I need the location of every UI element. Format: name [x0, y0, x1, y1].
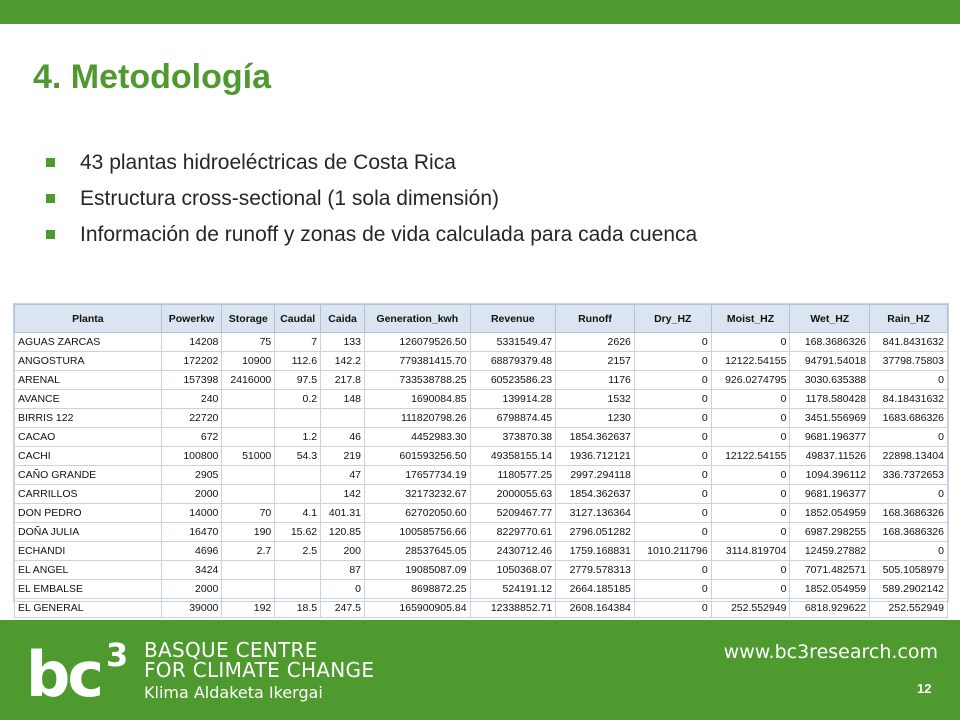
plant-name-cell: DOÑA JULIA	[15, 523, 162, 542]
table-cell: 0	[870, 542, 948, 561]
bullet-text: Estructura cross-sectional (1 sola dimensión)	[80, 187, 499, 210]
table-cell: 4452983.30	[365, 428, 471, 447]
table-cell: 16470	[161, 523, 222, 542]
table-body	[15, 333, 948, 618]
table-cell: 28537645.05	[365, 542, 471, 561]
table-cell: 0	[711, 485, 790, 504]
table-cell: 68879379.48	[470, 352, 556, 371]
table-cell: 0	[634, 485, 711, 504]
table-row	[15, 542, 948, 561]
table-cell: 49358155.14	[470, 447, 556, 466]
table-cell: 32173232.67	[365, 485, 471, 504]
table-cell: 7071.482571	[790, 561, 870, 580]
plant-name-cell: EL GENERAL	[15, 599, 162, 618]
table-cell: 12338852.71	[470, 599, 556, 618]
column-header: Powerkw	[161, 305, 222, 333]
table-cell: 94791.54018	[790, 352, 870, 371]
table-cell: 336.7372653	[870, 466, 948, 485]
table-cell: 1936.712121	[556, 447, 635, 466]
table-cell: 1.2	[275, 428, 321, 447]
table-cell: 0	[634, 333, 711, 352]
table-cell: 733538788.25	[365, 371, 471, 390]
table-cell: 15.62	[275, 523, 321, 542]
table-cell: 2608.164384	[556, 599, 635, 618]
table-cell: 84.18431632	[870, 390, 948, 409]
table-cell: 172202	[161, 352, 222, 371]
table-cell: 87	[321, 561, 365, 580]
bullet-item	[44, 220, 697, 256]
table-cell: 133	[321, 333, 365, 352]
table-cell	[275, 466, 321, 485]
table-cell: 168.3686326	[870, 523, 948, 542]
table-cell: 1852.054959	[790, 504, 870, 523]
table-cell: 0	[711, 580, 790, 599]
table-cell	[275, 580, 321, 599]
table-cell: 9681.196377	[790, 485, 870, 504]
table-cell: 219	[321, 447, 365, 466]
table-cell: 5209467.77	[470, 504, 556, 523]
table-cell: 4696	[161, 542, 222, 561]
table-cell: 17657734.19	[365, 466, 471, 485]
org-line-2: FOR CLIMATE CHANGE	[144, 658, 375, 682]
table-cell: 926.0274795	[711, 371, 790, 390]
table-cell: 0	[634, 409, 711, 428]
table-cell: 100585756.66	[365, 523, 471, 542]
table-cell: 0	[634, 466, 711, 485]
table-cell: 60523586.23	[470, 371, 556, 390]
table-cell: 2664.185185	[556, 580, 635, 599]
table-cell: 0	[634, 447, 711, 466]
table-cell: 601593256.50	[365, 447, 471, 466]
table-cell: 148	[321, 390, 365, 409]
table-cell: 3451.556969	[790, 409, 870, 428]
plant-name-cell: AVANCE	[15, 390, 162, 409]
table-cell: 192	[222, 599, 275, 618]
table-cell: 157398	[161, 371, 222, 390]
table-cell: 401.31	[321, 504, 365, 523]
plant-name-cell: CAÑO GRANDE	[15, 466, 162, 485]
table-cell: 120.85	[321, 523, 365, 542]
table-cell: 2626	[556, 333, 635, 352]
table-cell: 19085087.09	[365, 561, 471, 580]
table-cell: 0	[634, 561, 711, 580]
table-cell: 1854.362637	[556, 485, 635, 504]
table-cell	[222, 466, 275, 485]
table-cell: 97.5	[275, 371, 321, 390]
table-cell: 1010.211796	[634, 542, 711, 561]
column-header: Generation_kwh	[365, 305, 471, 333]
table-row	[15, 390, 948, 409]
website-url[interactable]: www.bc3research.com	[723, 641, 938, 663]
table-cell	[321, 409, 365, 428]
table-cell: 1532	[556, 390, 635, 409]
table-cell: 2997.294118	[556, 466, 635, 485]
organization-name	[144, 640, 374, 704]
logo-superscript: 3	[106, 636, 129, 674]
column-header: Wet_HZ	[790, 305, 870, 333]
table-cell: 70	[222, 504, 275, 523]
table-cell: 2430712.46	[470, 542, 556, 561]
bc3-logo	[26, 636, 136, 711]
table-cell: 247.5	[321, 599, 365, 618]
table-cell: 0	[711, 390, 790, 409]
table-cell: 0	[634, 504, 711, 523]
bullet-text: Información de runoff y zonas de vida calculada para cada cuenca	[80, 223, 698, 246]
table-cell: 190	[222, 523, 275, 542]
table-cell: 12459.27882	[790, 542, 870, 561]
table-cell: 0	[711, 409, 790, 428]
table-row	[15, 333, 948, 352]
column-header: Revenue	[470, 305, 556, 333]
table-cell: 142	[321, 485, 365, 504]
table-cell: 2779.578313	[556, 561, 635, 580]
table-cell: 1180577.25	[470, 466, 556, 485]
column-header: Storage	[222, 305, 275, 333]
table-cell: 0	[711, 466, 790, 485]
table-row	[15, 447, 948, 466]
table-cell: 1230	[556, 409, 635, 428]
table-cell: 62702050.60	[365, 504, 471, 523]
table-cell: 1050368.07	[470, 561, 556, 580]
column-header: Runoff	[556, 305, 635, 333]
table-row	[15, 485, 948, 504]
table-cell: 0	[711, 428, 790, 447]
table-cell: 7	[275, 333, 321, 352]
table-cell: 240	[161, 390, 222, 409]
column-header: Rain_HZ	[870, 305, 948, 333]
square-bullet-icon	[46, 158, 55, 167]
bullet-item	[44, 148, 697, 184]
bullet-item	[44, 184, 697, 220]
table-cell: 373870.38	[470, 428, 556, 447]
table-cell: 1852.054959	[790, 580, 870, 599]
hydro-plants-table	[14, 304, 948, 618]
table-cell: 111820798.26	[365, 409, 471, 428]
column-header: Caudal	[275, 305, 321, 333]
table-cell: 139914.28	[470, 390, 556, 409]
table-cell: 22898.13404	[870, 447, 948, 466]
plant-name-cell: ANGOSTURA	[15, 352, 162, 371]
table-cell: 0	[634, 523, 711, 542]
data-table-container	[13, 303, 949, 614]
table-cell: 0	[634, 599, 711, 618]
table-cell: 18.5	[275, 599, 321, 618]
square-bullet-icon	[46, 230, 55, 239]
table-cell: 2.7	[222, 542, 275, 561]
table-cell: 168.3686326	[870, 504, 948, 523]
table-cell: 165900905.84	[365, 599, 471, 618]
table-cell: 3114.819704	[711, 542, 790, 561]
table-cell: 6818.929622	[790, 599, 870, 618]
table-cell: 9681.196377	[790, 428, 870, 447]
table-cell: 10900	[222, 352, 275, 371]
table-cell: 841.8431632	[870, 333, 948, 352]
table-cell	[275, 409, 321, 428]
table-cell: 0	[634, 390, 711, 409]
column-header: Moist_HZ	[711, 305, 790, 333]
column-header: Caida	[321, 305, 365, 333]
table-cell: 14208	[161, 333, 222, 352]
table-cell: 39000	[161, 599, 222, 618]
table-cell: 2796.051282	[556, 523, 635, 542]
table-header-row	[15, 305, 948, 333]
table-cell	[222, 580, 275, 599]
table-cell: 1094.396112	[790, 466, 870, 485]
table-cell: 2000	[161, 580, 222, 599]
table-cell: 2905	[161, 466, 222, 485]
table-cell: 589.2902142	[870, 580, 948, 599]
table-cell: 4.1	[275, 504, 321, 523]
table-cell: 126079526.50	[365, 333, 471, 352]
table-cell: 1759.168831	[556, 542, 635, 561]
table-cell: 0	[870, 485, 948, 504]
page-number: 12	[917, 681, 932, 696]
table-cell: 51000	[222, 447, 275, 466]
table-row	[15, 428, 948, 447]
table-cell	[275, 485, 321, 504]
plant-name-cell: CACHI	[15, 447, 162, 466]
table-row	[15, 466, 948, 485]
table-cell: 2416000	[222, 371, 275, 390]
table-row	[15, 504, 948, 523]
table-cell: 100800	[161, 447, 222, 466]
plant-name-cell: CARRILLOS	[15, 485, 162, 504]
table-cell: 505.1058979	[870, 561, 948, 580]
table-cell: 14000	[161, 504, 222, 523]
table-cell: 142.2	[321, 352, 365, 371]
table-cell: 3424	[161, 561, 222, 580]
table-cell: 75	[222, 333, 275, 352]
table-cell: 0	[634, 580, 711, 599]
table-cell: 12122.54155	[711, 447, 790, 466]
table-row	[15, 599, 948, 618]
table-cell: 0	[711, 561, 790, 580]
table-cell: 217.8	[321, 371, 365, 390]
table-cell: 1690084.85	[365, 390, 471, 409]
table-cell	[222, 485, 275, 504]
table-cell	[222, 390, 275, 409]
plant-name-cell: DON PEDRO	[15, 504, 162, 523]
table-cell: 54.3	[275, 447, 321, 466]
table-row	[15, 352, 948, 371]
table-cell: 47	[321, 466, 365, 485]
table-row	[15, 371, 948, 390]
table-cell	[222, 561, 275, 580]
table-row	[15, 561, 948, 580]
plant-name-cell: AGUAS ZARCAS	[15, 333, 162, 352]
table-cell: 0	[634, 352, 711, 371]
table-cell: 0	[634, 428, 711, 447]
plant-name-cell: EL ANGEL	[15, 561, 162, 580]
plant-name-cell: EL EMBALSE	[15, 580, 162, 599]
table-cell: 1178.580428	[790, 390, 870, 409]
table-cell: 3127.136364	[556, 504, 635, 523]
plant-name-cell: CACAO	[15, 428, 162, 447]
table-cell: 672	[161, 428, 222, 447]
top-accent-bar	[0, 0, 960, 24]
table-cell: 112.6	[275, 352, 321, 371]
table-cell: 2157	[556, 352, 635, 371]
table-row	[15, 523, 948, 542]
table-cell: 2000055.63	[470, 485, 556, 504]
org-line-3: Klima Aldaketa Ikergai	[144, 683, 323, 702]
square-bullet-icon	[46, 194, 55, 203]
table-cell: 0	[870, 428, 948, 447]
table-cell: 0	[711, 333, 790, 352]
table-cell: 12122.54155	[711, 352, 790, 371]
table-row	[15, 580, 948, 599]
table-cell: 37798.75803	[870, 352, 948, 371]
table-cell: 22720	[161, 409, 222, 428]
table-cell: 3030.635388	[790, 371, 870, 390]
table-cell: 46	[321, 428, 365, 447]
table-cell: 2.5	[275, 542, 321, 561]
column-header: Planta	[15, 305, 162, 333]
bullet-text: 43 plantas hidroeléctricas de Costa Rica	[80, 151, 456, 174]
table-cell	[222, 428, 275, 447]
table-cell	[222, 409, 275, 428]
table-cell: 1854.362637	[556, 428, 635, 447]
plant-name-cell: ECHANDI	[15, 542, 162, 561]
table-cell	[275, 561, 321, 580]
table-cell: 0	[711, 504, 790, 523]
table-cell: 6798874.45	[470, 409, 556, 428]
table-cell: 200	[321, 542, 365, 561]
column-header: Dry_HZ	[634, 305, 711, 333]
table-cell: 0	[870, 371, 948, 390]
table-cell: 779381415.70	[365, 352, 471, 371]
plant-name-cell: BIRRIS 122	[15, 409, 162, 428]
table-cell: 524191.12	[470, 580, 556, 599]
table-cell: 8698872.25	[365, 580, 471, 599]
table-cell: 252.552949	[711, 599, 790, 618]
table-cell: 8229770.61	[470, 523, 556, 542]
table-cell: 0	[634, 371, 711, 390]
table-cell: 6987.298255	[790, 523, 870, 542]
org-line-1: BASQUE CENTRE	[144, 638, 318, 662]
table-cell: 252.552949	[870, 599, 948, 618]
table-cell: 0	[711, 523, 790, 542]
table-cell: 168.3686326	[790, 333, 870, 352]
table-cell: 0.2	[275, 390, 321, 409]
table-cell: 5331549.47	[470, 333, 556, 352]
table-cell: 0	[321, 580, 365, 599]
table-cell: 1176	[556, 371, 635, 390]
table-cell: 1683.686326	[870, 409, 948, 428]
bullet-list	[44, 148, 697, 256]
table-cell: 49837.11526	[790, 447, 870, 466]
logo-text: bc	[26, 638, 102, 711]
slide-title: 4. Metodología	[33, 58, 271, 96]
plant-name-cell: ARENAL	[15, 371, 162, 390]
table-row	[15, 409, 948, 428]
table-cell: 2000	[161, 485, 222, 504]
